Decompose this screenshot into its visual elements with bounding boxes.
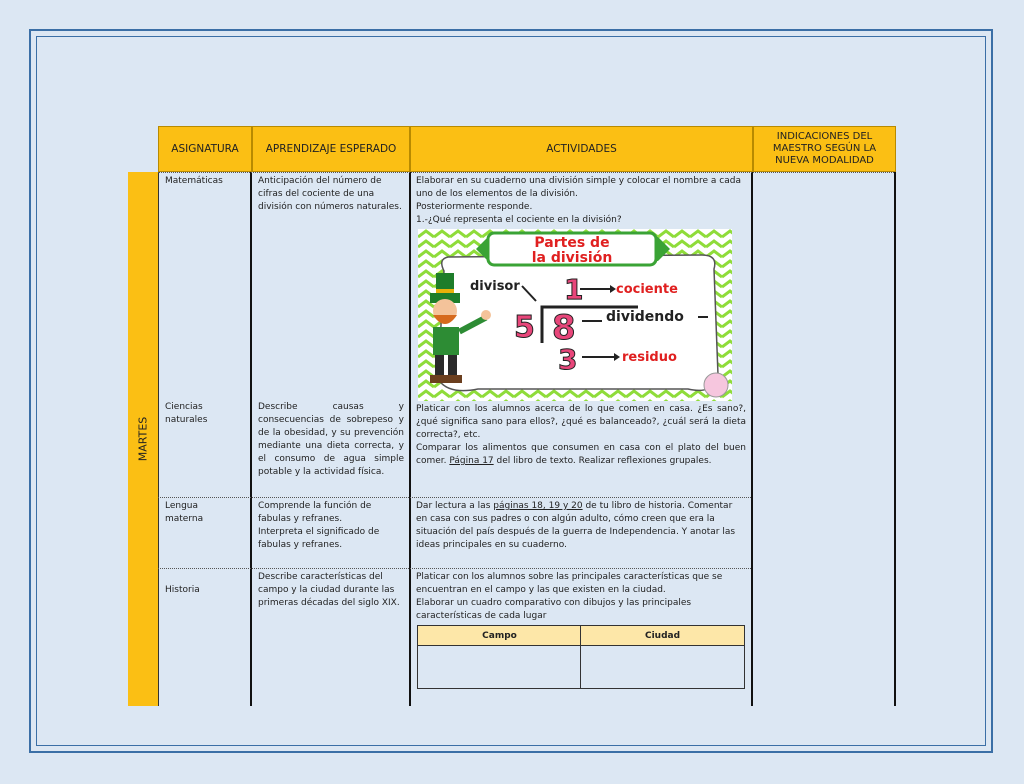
learning-lengua: [258, 500, 406, 552]
comparison-divider: [580, 626, 581, 688]
cociente-digit: 1: [564, 273, 584, 306]
comparison-table: [417, 625, 745, 689]
row-separator: [158, 568, 751, 569]
header-indicaciones: INDICACIONES DEL MAESTRO SEGÚN LA NUEVA MODALIDAD: [753, 126, 896, 172]
subject-matematicas: Matemáticas: [165, 176, 223, 186]
column-divider: [409, 172, 411, 706]
activity-text: Comparar los alimentos que consumen en casa con el plato del buen comer. Página 17 del libro de texto. Realizar reflexiones grupales.: [416, 443, 746, 466]
activity-matematicas: [416, 175, 746, 227]
residuo-digit: 3: [558, 343, 578, 376]
textbook-pages-link[interactable]: páginas 18, 19 y 20: [493, 501, 583, 511]
textbook-page-link[interactable]: Página 17: [449, 456, 494, 466]
subject-text: materna: [165, 514, 204, 524]
subject-lengua: [165, 500, 249, 526]
activity-ciencias: [416, 403, 746, 468]
activity-text: Posteriormente responde.: [416, 202, 533, 212]
dividendo-label: dividendo: [606, 309, 684, 325]
column-divider: [250, 172, 252, 706]
subject-text: Lengua: [165, 501, 199, 511]
learning-text: Comprende la función de fabulas y refranes.: [258, 501, 372, 524]
header-asignatura: ASIGNATURA: [158, 126, 252, 172]
column-divider: [158, 172, 159, 706]
learning-historia: Describe características del campo y la ciudad durante las primeras décadas del siglo XIX.: [258, 572, 400, 608]
divisor-digit: 5: [514, 310, 535, 345]
activity-lengua: Dar lectura a las páginas 18, 19 y 20 de tu libro de historia. Comentar en casa con sus padres o con algún adulto, cómo creen que era la situación del país después de la guerra de Independencia. Y anotar las ideas principales en su cuaderno.: [416, 501, 736, 550]
row-separator: [158, 497, 751, 498]
subject-text: naturales: [165, 415, 208, 425]
residuo-label: residuo: [622, 350, 677, 365]
comparison-header-campo: Campo: [418, 626, 581, 646]
learning-ciencias: Describe causas y consecuencias de sobrepeso y de la obesidad, y su prevención mediante una dieta correcta, y el consumo de agua simple potable y la actividad física.: [258, 402, 404, 477]
learning-text: Interpreta el significado de fabulas y refranes.: [258, 527, 380, 550]
cociente-label: cociente: [616, 282, 678, 297]
author-logo: [704, 373, 728, 397]
comparison-header-ciudad: Ciudad: [581, 626, 744, 646]
illustration-title: Partes de: [534, 235, 610, 251]
activity-historia: [416, 571, 746, 623]
column-divider: [894, 172, 896, 706]
dividendo-digit: 8: [552, 308, 576, 348]
illustration-title: la división: [531, 250, 613, 266]
day-label: MARTES: [136, 416, 150, 462]
activity-text: Elaborar en su cuaderno una división simple y colocar el nombre a cada uno de los elementos de la división.: [416, 176, 741, 199]
row-separator: [158, 172, 894, 173]
header-actividades: ACTIVIDADES: [410, 126, 753, 172]
activity-text: 1.-¿Qué representa el cociente en la división?: [416, 215, 622, 225]
subject-ciencias: [165, 401, 249, 427]
subject-text: Ciencias: [165, 402, 203, 412]
subject-historia: Historia: [165, 585, 200, 595]
column-divider: [751, 172, 753, 706]
learning-matematicas: Anticipación del número de cifras del cociente de una división con números naturales.: [258, 176, 402, 212]
activity-text: Platicar con los alumnos sobre las principales características que se encuentran en el campo y las que existen en la ciudad.: [416, 572, 723, 595]
division-parts-illustration: [418, 229, 732, 401]
divisor-label: divisor: [470, 279, 520, 294]
activity-text: Elaborar un cuadro comparativo con dibujos y las principales características de cada lugar: [416, 598, 692, 621]
header-aprendizaje: APRENDIZAJE ESPERADO: [252, 126, 410, 172]
day-column: [128, 172, 158, 706]
activity-text: Platicar con los alumnos acerca de lo que comen en casa. ¿Es sano?, ¿qué significa sano para ellos?, ¿qué es balanceado?, ¿cuál será la dieta correcta?, etc.: [416, 404, 746, 440]
